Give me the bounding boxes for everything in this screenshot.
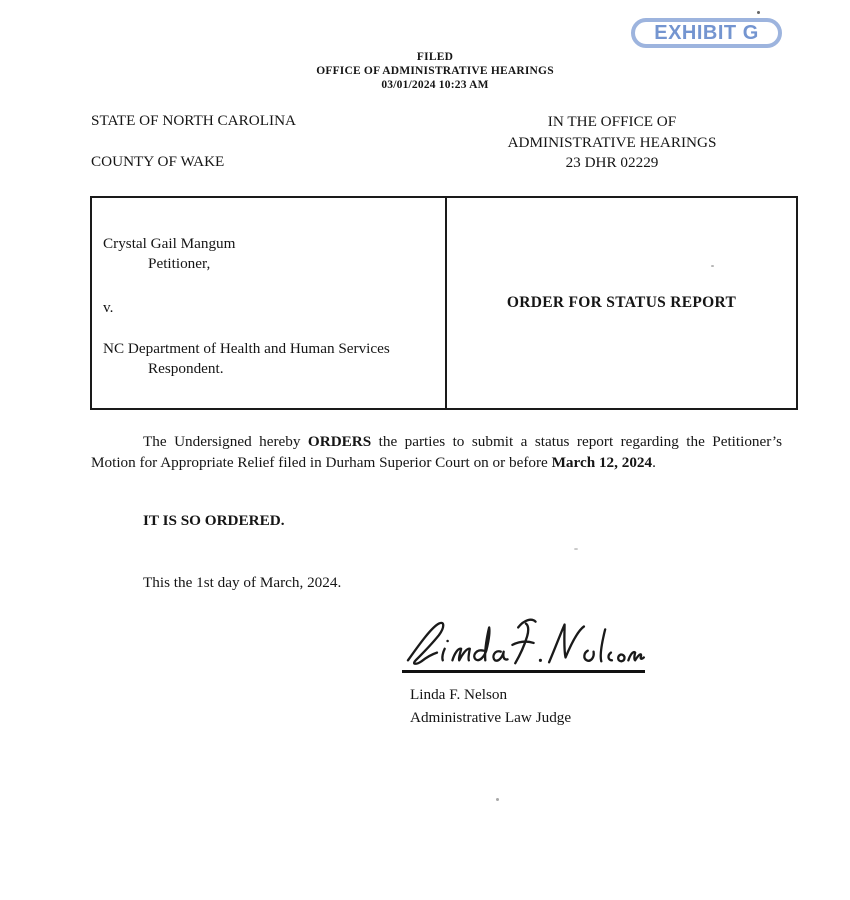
signer-title: Administrative Law Judge xyxy=(410,709,572,726)
tribunal-header xyxy=(472,112,752,174)
petitioner-name: Crystal Gail Mangum xyxy=(103,235,236,252)
caption-title-cell xyxy=(445,198,796,408)
signature-line xyxy=(402,670,645,673)
document-title: ORDER FOR STATUS REPORT xyxy=(506,294,737,311)
filed-label: FILED xyxy=(416,51,454,63)
county-line: COUNTY OF WAKE xyxy=(91,153,225,170)
jurisdiction-header xyxy=(91,112,296,171)
exhibit-stamp-label: EXHIBIT G xyxy=(654,21,759,44)
scan-speck xyxy=(496,798,499,801)
scan-speck xyxy=(574,548,578,550)
tribunal-line-2: ADMINISTRATIVE HEARINGS xyxy=(507,133,717,151)
date-line: This the 1st day of March, 2024. xyxy=(143,574,342,591)
judge-signature-icon xyxy=(400,612,646,670)
case-number: 23 DHR 02229 xyxy=(565,154,659,171)
order-paragraph: The Undersigned hereby ORDERS the parties to submit a status report regarding the Petitioner’s Motion for Appropriate Relief filed in Durham Superior Court on or before March 12, 2024. xyxy=(91,433,783,471)
scan-speck xyxy=(757,11,760,14)
petitioner-role: Petitioner, xyxy=(148,255,211,272)
filed-header xyxy=(285,50,585,92)
respondent-role: Respondent. xyxy=(148,360,224,377)
exhibit-stamp xyxy=(631,18,782,48)
filed-timestamp: 03/01/2024 10:23 AM xyxy=(381,79,489,91)
so-ordered-line: IT IS SO ORDERED. xyxy=(143,512,285,529)
caption-parties xyxy=(92,198,445,408)
state-line: STATE OF NORTH CAROLINA xyxy=(91,112,297,129)
versus: v. xyxy=(103,299,114,316)
respondent-name: NC Department of Health and Human Services xyxy=(103,340,390,357)
signer-name: Linda F. Nelson xyxy=(410,686,508,703)
filed-office: OFFICE OF ADMINISTRATIVE HEARINGS xyxy=(316,65,554,77)
scan-speck xyxy=(711,265,714,267)
tribunal-line-1: IN THE OFFICE OF xyxy=(547,113,677,130)
case-caption-box xyxy=(90,196,798,410)
